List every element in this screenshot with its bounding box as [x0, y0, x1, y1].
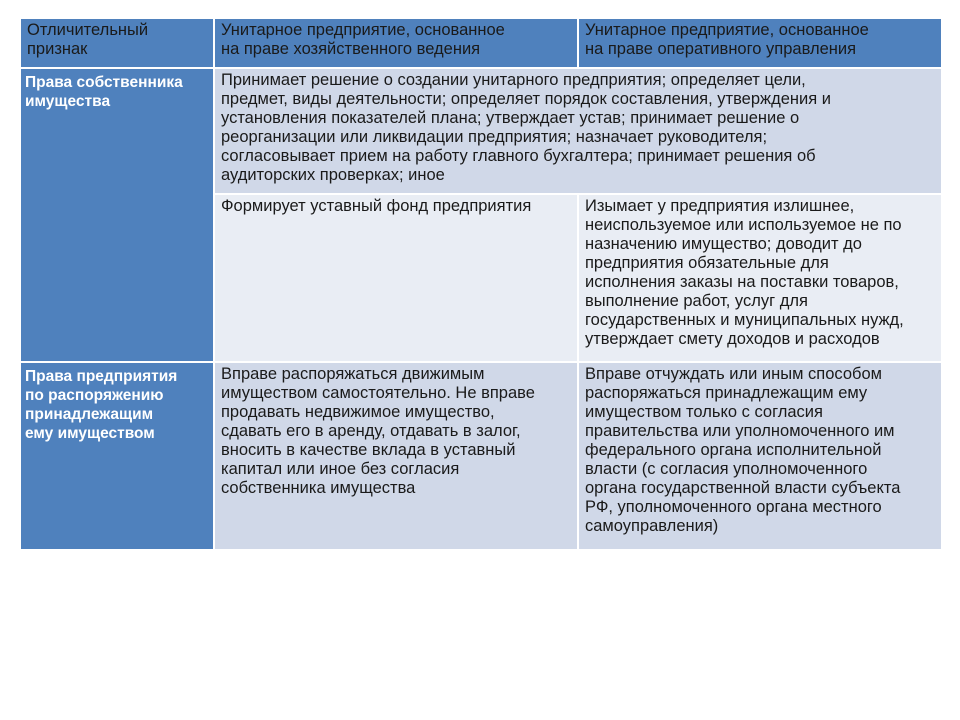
header-feature: Отличительный признак [20, 18, 214, 68]
row-label-owner-rights: Права собственника имущества [20, 68, 214, 362]
cell-enterprise-rights-economic: Вправе распоряжаться движимым имуществом самостоятельно. Не вправе продавать недвижимое имущество, сдавать его в аренду, отдавать в залог, вносить в качестве вклада в уставный капитал или иное без согласия собственника имущества [214, 362, 578, 550]
cell-enterprise-rights-operational: Вправе отчуждать или иным способом распоряжаться принадлежащим ему имуществом только с согласия правительства или уполномоченного им федерального органа исполнительной власти (с согласия уполномоченного органа государственной власти субъекта РФ, уполномоченного органа местного самоуправления) [578, 362, 942, 550]
row-label-enterprise-rights: Права предприятия по распоряжению принадлежащим ему имуществом [20, 362, 214, 550]
header-economic-management: Унитарное предприятие, основанное на праве хозяйственного ведения [214, 18, 578, 68]
cell-owner-rights-operational: Изымает у предприятия излишнее, неиспользуемое или используемое не по назначению имущество; доводит до предприятия обязательные для исполнения заказы на поставки товаров, выполнение работ, услуг для государственных и муниципальных нужд, утверждает смету доходов и расходов [578, 194, 942, 362]
table-row-owner-rights-shared [20, 68, 942, 194]
table-row-enterprise-rights [20, 362, 942, 550]
cell-owner-rights-economic: Формирует уставный фонд предприятия [214, 194, 578, 362]
header-row [20, 18, 942, 68]
comparison-table [19, 17, 943, 551]
header-operational-management: Унитарное предприятие, основанное на праве оперативного управления [578, 18, 942, 68]
cell-owner-rights-shared: Принимает решение о создании унитарного предприятия; определяет цели, предмет, виды деятельности; определяет порядок составления, утверждения и установления показателей плана; утверждает устав; принимает решение о реорганизации или ликвидации предприятия; назначает руководителя; согласовывает прием на работу главного бухгалтера; принимает решения об аудиторских проверках; иное [214, 68, 942, 194]
